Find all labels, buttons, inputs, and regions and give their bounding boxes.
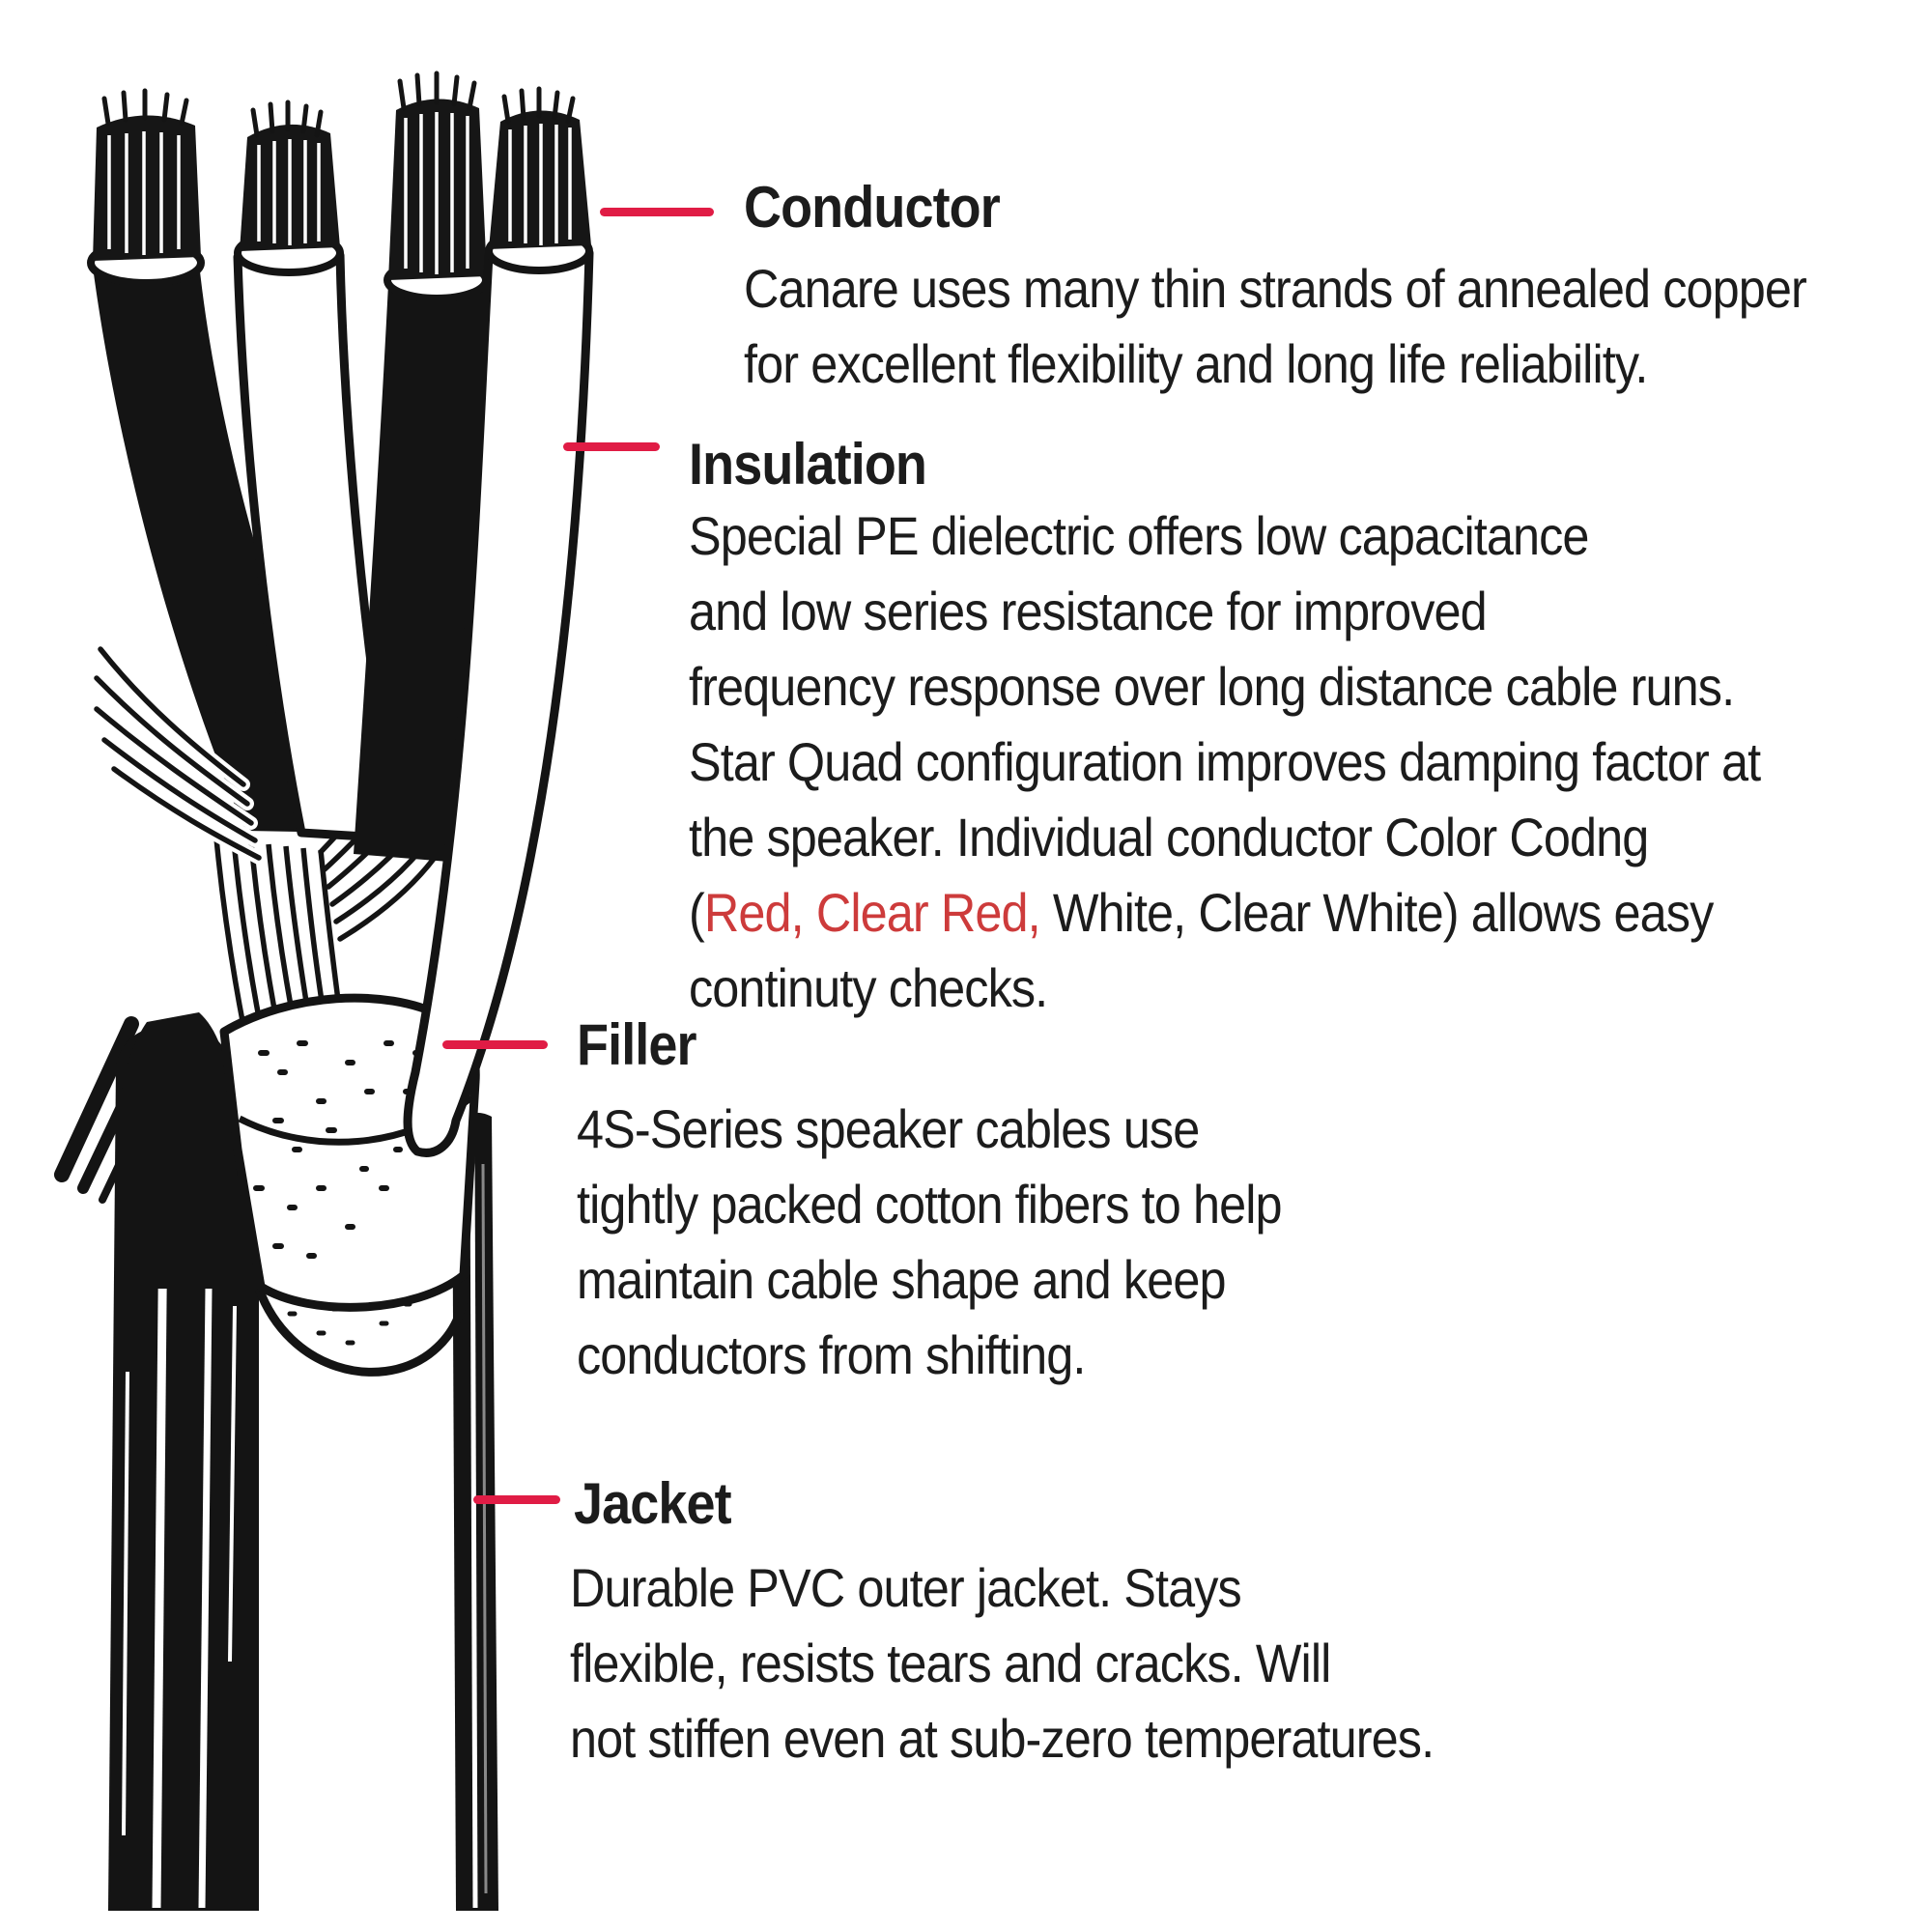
jacket-leader-line xyxy=(473,1495,560,1504)
color-coding-prefix: ( xyxy=(689,882,704,943)
jacket-heading: Jacket xyxy=(574,1471,731,1536)
insulation-line: frequency response over long distance cable runs. xyxy=(689,656,1735,717)
filler-line: tightly packed cotton fibers to help xyxy=(577,1174,1282,1235)
jacket-line: not stiffen even at sub-zero temperatures. xyxy=(570,1708,1435,1769)
conductor-heading: Conductor xyxy=(744,175,1000,240)
insulation-heading: Insulation xyxy=(689,432,927,497)
filler-line: conductors from shifting. xyxy=(577,1324,1086,1385)
insulation-line: Special PE dielectric offers low capacitance xyxy=(689,505,1589,566)
conductor-line: for excellent flexibility and long life reliability. xyxy=(744,333,1648,394)
filler-description xyxy=(577,1092,1282,1393)
filler-heading: Filler xyxy=(577,1012,696,1077)
insulation-description xyxy=(689,498,1760,1026)
conductor-line: Canare uses many thin strands of annealed copper xyxy=(744,258,1806,319)
jacket-line: flexible, resists tears and cracks. Will xyxy=(570,1633,1331,1693)
insulation-line: and low series resistance for improved xyxy=(689,581,1487,641)
conductor-description xyxy=(744,251,1806,402)
color-coding-red-text: Red, Clear Red, xyxy=(703,882,1040,943)
jacket-description xyxy=(570,1550,1434,1776)
insulation-line: the speaker. Individual conductor Color Codng xyxy=(689,807,1649,867)
filler-leader-line xyxy=(442,1040,548,1049)
filler-line: 4S-Series speaker cables use xyxy=(577,1098,1200,1159)
jacket-line: Durable PVC outer jacket. Stays xyxy=(570,1557,1241,1618)
color-coding-suffix: White, Clear White) allows easy xyxy=(1039,882,1714,943)
insulation-leader-line xyxy=(563,442,660,451)
filler-line: maintain cable shape and keep xyxy=(577,1249,1226,1310)
insulation-line: Star Quad configuration improves damping factor at xyxy=(689,731,1761,792)
insulation-line-color-coding xyxy=(689,875,1760,951)
conductor-leader-line xyxy=(600,208,714,216)
insulation-line: continuty checks. xyxy=(689,957,1048,1018)
